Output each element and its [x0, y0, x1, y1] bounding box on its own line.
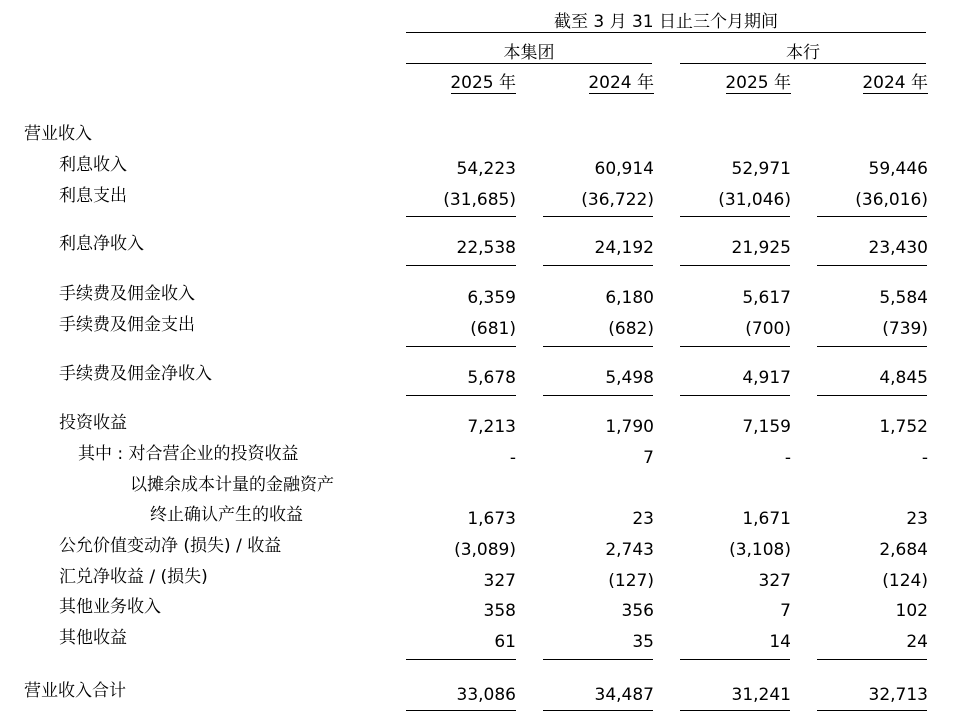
cell-value: 22,538 — [456, 238, 516, 258]
cell-value: 1,673 — [467, 509, 516, 529]
cell-value: 2,684 — [879, 540, 928, 560]
cell-value: 52,971 — [731, 159, 791, 179]
total-rule — [406, 710, 516, 711]
cell-value: 1,752 — [879, 417, 928, 437]
total-rule — [543, 710, 653, 711]
subtotal-rule — [406, 395, 516, 396]
cell-value: 5,498 — [605, 368, 654, 388]
year-underline — [726, 93, 791, 94]
row-label: 其他收益 — [59, 628, 127, 648]
subtotal-rule — [817, 346, 927, 347]
subtotal-rule — [680, 346, 790, 347]
cell-value: 59,446 — [868, 159, 928, 179]
subtotal-rule — [543, 659, 653, 660]
cell-value: 35 — [632, 632, 654, 652]
subtotal-rule — [680, 659, 790, 660]
cell-value: (3,089) — [454, 540, 516, 560]
cell-value: (682) — [608, 319, 654, 339]
cell-value: 7,213 — [467, 417, 516, 437]
cell-value: (36,016) — [855, 190, 928, 210]
row-label: 手续费及佣金支出 — [59, 315, 195, 335]
cell-value: 60,914 — [594, 159, 654, 179]
cell-value: 358 — [483, 601, 516, 621]
cell-value: 61 — [494, 632, 516, 652]
cell-value: 4,845 — [879, 368, 928, 388]
cell-value: (31,685) — [443, 190, 516, 210]
cell-value: 4,917 — [742, 368, 791, 388]
group-underline — [406, 63, 652, 64]
period-underline — [406, 32, 926, 33]
cell-value: 1,790 — [605, 417, 654, 437]
total-value: 32,713 — [868, 685, 928, 705]
bank-header: 本行 — [786, 43, 820, 63]
cell-value: 7,159 — [742, 417, 791, 437]
cell-value: 14 — [769, 632, 791, 652]
total-rule — [680, 710, 790, 711]
cell-value: 327 — [483, 571, 516, 591]
row-label: 汇兑净收益 / (损失) — [59, 567, 208, 587]
cell-value: (127) — [608, 571, 654, 591]
cell-value: 21,925 — [731, 238, 791, 258]
cell-value: (36,722) — [581, 190, 654, 210]
row-label: 利息净收入 — [59, 234, 144, 254]
subtotal-rule — [680, 395, 790, 396]
cell-value: 5,584 — [879, 288, 928, 308]
cell-value: 23,430 — [868, 238, 928, 258]
cell-value: 327 — [758, 571, 791, 591]
cell-value: 54,223 — [456, 159, 516, 179]
cell-value: 23 — [632, 509, 654, 529]
cell-value: 5,678 — [467, 368, 516, 388]
total-value: 34,487 — [594, 685, 654, 705]
year-header: 2024 年 — [588, 73, 654, 93]
year-header: 2025 年 — [725, 73, 791, 93]
row-label: 公允价值变动净 (损失) / 收益 — [59, 536, 282, 556]
subtotal-rule — [543, 265, 653, 266]
subtotal-rule — [543, 216, 653, 217]
cell-value: (124) — [882, 571, 928, 591]
cell-value: 5,617 — [742, 288, 791, 308]
subtotal-rule — [680, 265, 790, 266]
row-label: 其中 : 对合营企业的投资收益 — [78, 444, 299, 464]
row-label: 终止确认产生的收益 — [150, 505, 303, 525]
cell-value: (31,046) — [718, 190, 791, 210]
total-label: 营业收入合计 — [24, 681, 126, 701]
cell-value: (3,108) — [729, 540, 791, 560]
cell-value: - — [509, 448, 516, 468]
period-header: 截至 3 月 31 日止三个月期间 — [553, 12, 779, 32]
year-header: 2025 年 — [450, 73, 516, 93]
subtotal-rule — [817, 395, 927, 396]
subtotal-rule — [680, 216, 790, 217]
subtotal-rule — [406, 265, 516, 266]
total-rule — [817, 710, 927, 711]
row-label: 利息收入 — [59, 155, 127, 175]
cell-value: 23 — [906, 509, 928, 529]
subtotal-rule — [406, 216, 516, 217]
cell-value: (739) — [882, 319, 928, 339]
year-underline — [863, 93, 928, 94]
year-underline — [589, 93, 654, 94]
subtotal-rule — [543, 346, 653, 347]
total-value: 33,086 — [456, 685, 516, 705]
cell-value: 1,671 — [742, 509, 791, 529]
cell-value: 7 — [643, 448, 654, 468]
row-label: 手续费及佣金收入 — [59, 284, 195, 304]
subtotal-rule — [817, 659, 927, 660]
cell-value: 102 — [895, 601, 928, 621]
cell-value: 2,743 — [605, 540, 654, 560]
cell-value: 6,359 — [467, 288, 516, 308]
cell-value: (700) — [745, 319, 791, 339]
subtotal-rule — [406, 346, 516, 347]
year-header: 2024 年 — [862, 73, 928, 93]
year-underline — [451, 93, 516, 94]
cell-value: - — [784, 448, 791, 468]
bank-underline — [680, 63, 926, 64]
row-label: 利息支出 — [59, 186, 127, 206]
cell-value: (681) — [470, 319, 516, 339]
cell-value: - — [921, 448, 928, 468]
row-label: 手续费及佣金净收入 — [59, 364, 212, 384]
subtotal-rule — [543, 395, 653, 396]
total-value: 31,241 — [731, 685, 791, 705]
cell-value: 24 — [906, 632, 928, 652]
group-header: 本集团 — [503, 43, 555, 63]
subtotal-rule — [817, 216, 927, 217]
row-label: 投资收益 — [59, 413, 127, 433]
cell-value: 6,180 — [605, 288, 654, 308]
row-label: 以摊余成本计量的金融资产 — [130, 475, 334, 495]
cell-value: 356 — [621, 601, 654, 621]
cell-value: 7 — [780, 601, 791, 621]
subtotal-rule — [406, 659, 516, 660]
section-title: 营业收入 — [24, 124, 92, 144]
subtotal-rule — [817, 265, 927, 266]
row-label: 其他业务收入 — [59, 597, 161, 617]
cell-value: 24,192 — [594, 238, 654, 258]
